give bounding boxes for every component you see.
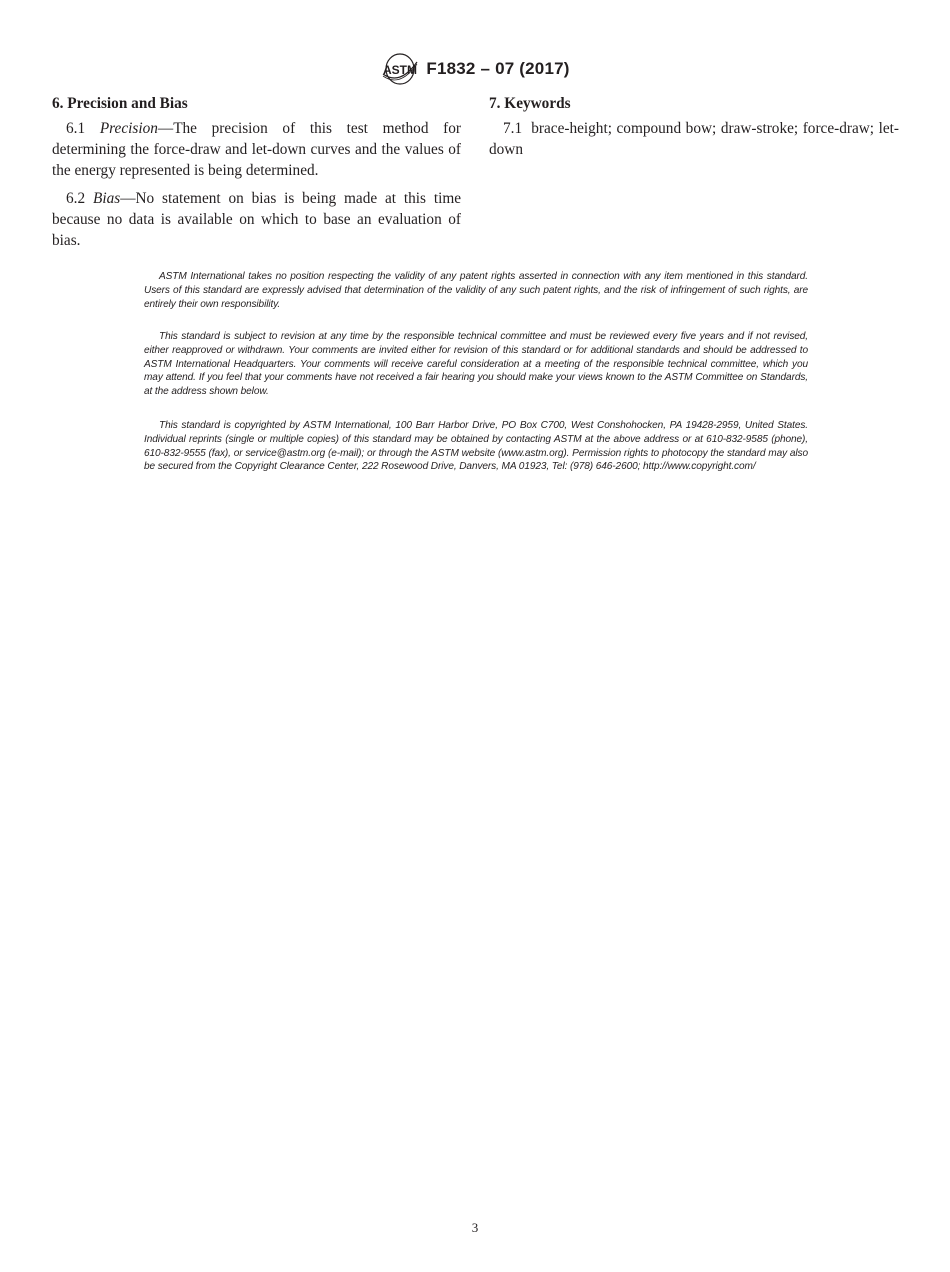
svg-text:ASTM: ASTM <box>383 63 418 77</box>
section-heading: 6. Precision and Bias <box>52 95 188 112</box>
standard-designation: F1832 – 07 (2017) <box>426 59 570 78</box>
paragraph-text: brace-height; compound bow; draw-stroke; force-draw; let-down <box>489 120 899 158</box>
paragraph-7-1 <box>489 118 899 160</box>
paragraph-6-2 <box>52 188 461 251</box>
revision-notice: This standard is subject to revision at any time by the responsible technical committee and must be reviewed every five years and if not revised, either reapproved or withdrawn. Your comments are invited either for revision of this standard or for additional standards and should be addressed to ASTM International Headquarters. Your comments will receive careful consideration at a meeting of the responsible technical committee, which you may attend. If you feel that your comments have not received a fair hearing you should make your views known to the ASTM Committee on Standards, at the address shown below. <box>144 331 808 398</box>
patent-notice: ASTM International takes no position respecting the validity of any patent rights asserted in connection with any item mentioned in this standard. Users of this standard are expressly advised that determination of the validity of any such patent rights, and the risk of infringement of such rights, are entirely their own responsibility. <box>144 271 808 310</box>
copyright-notice: This standard is copyrighted by ASTM International, 100 Barr Harbor Drive, PO Box C700, West Conshohocken, PA 19428-2959, United States. Individual reprints (single or multiple copies) of this standard may be obtained by contacting ASTM at the above address or at 610-832-9585 (phone), 610-832-9555 (fax), or service@astm.org (e-mail); or through the ASTM website (www.astm.org). Permission rights to photocopy the standard may also be secured from the Copyright Clearance Center, 222 Rosewood Drive, Danvers, MA 01923, Tel: (978) 646-2600; http://www.copyright.com/ <box>144 420 808 473</box>
section-heading: 7. Keywords <box>489 95 571 112</box>
paragraph-text: —The precision of this test method for determining the force-draw and let-down curves and the values of the energy represented is being determined. <box>52 120 462 179</box>
paragraph-number: 6.1 <box>66 120 86 137</box>
astm-logo-icon <box>380 52 420 86</box>
paragraph-number: 6.2 <box>66 190 86 207</box>
section-keywords <box>489 93 899 167</box>
paragraph-6-1 <box>52 118 461 181</box>
page-number: 3 <box>471 1220 479 1235</box>
section-precision-and-bias <box>52 93 461 258</box>
paragraph-number: 7.1 <box>503 120 523 137</box>
paragraph-text: —No statement on bias is being made at this time because no data is available on which to base an evaluation of bias. <box>52 190 462 249</box>
paragraph-term: Precision <box>99 120 158 137</box>
paragraph-term: Bias <box>92 190 121 207</box>
page-header <box>0 52 950 86</box>
